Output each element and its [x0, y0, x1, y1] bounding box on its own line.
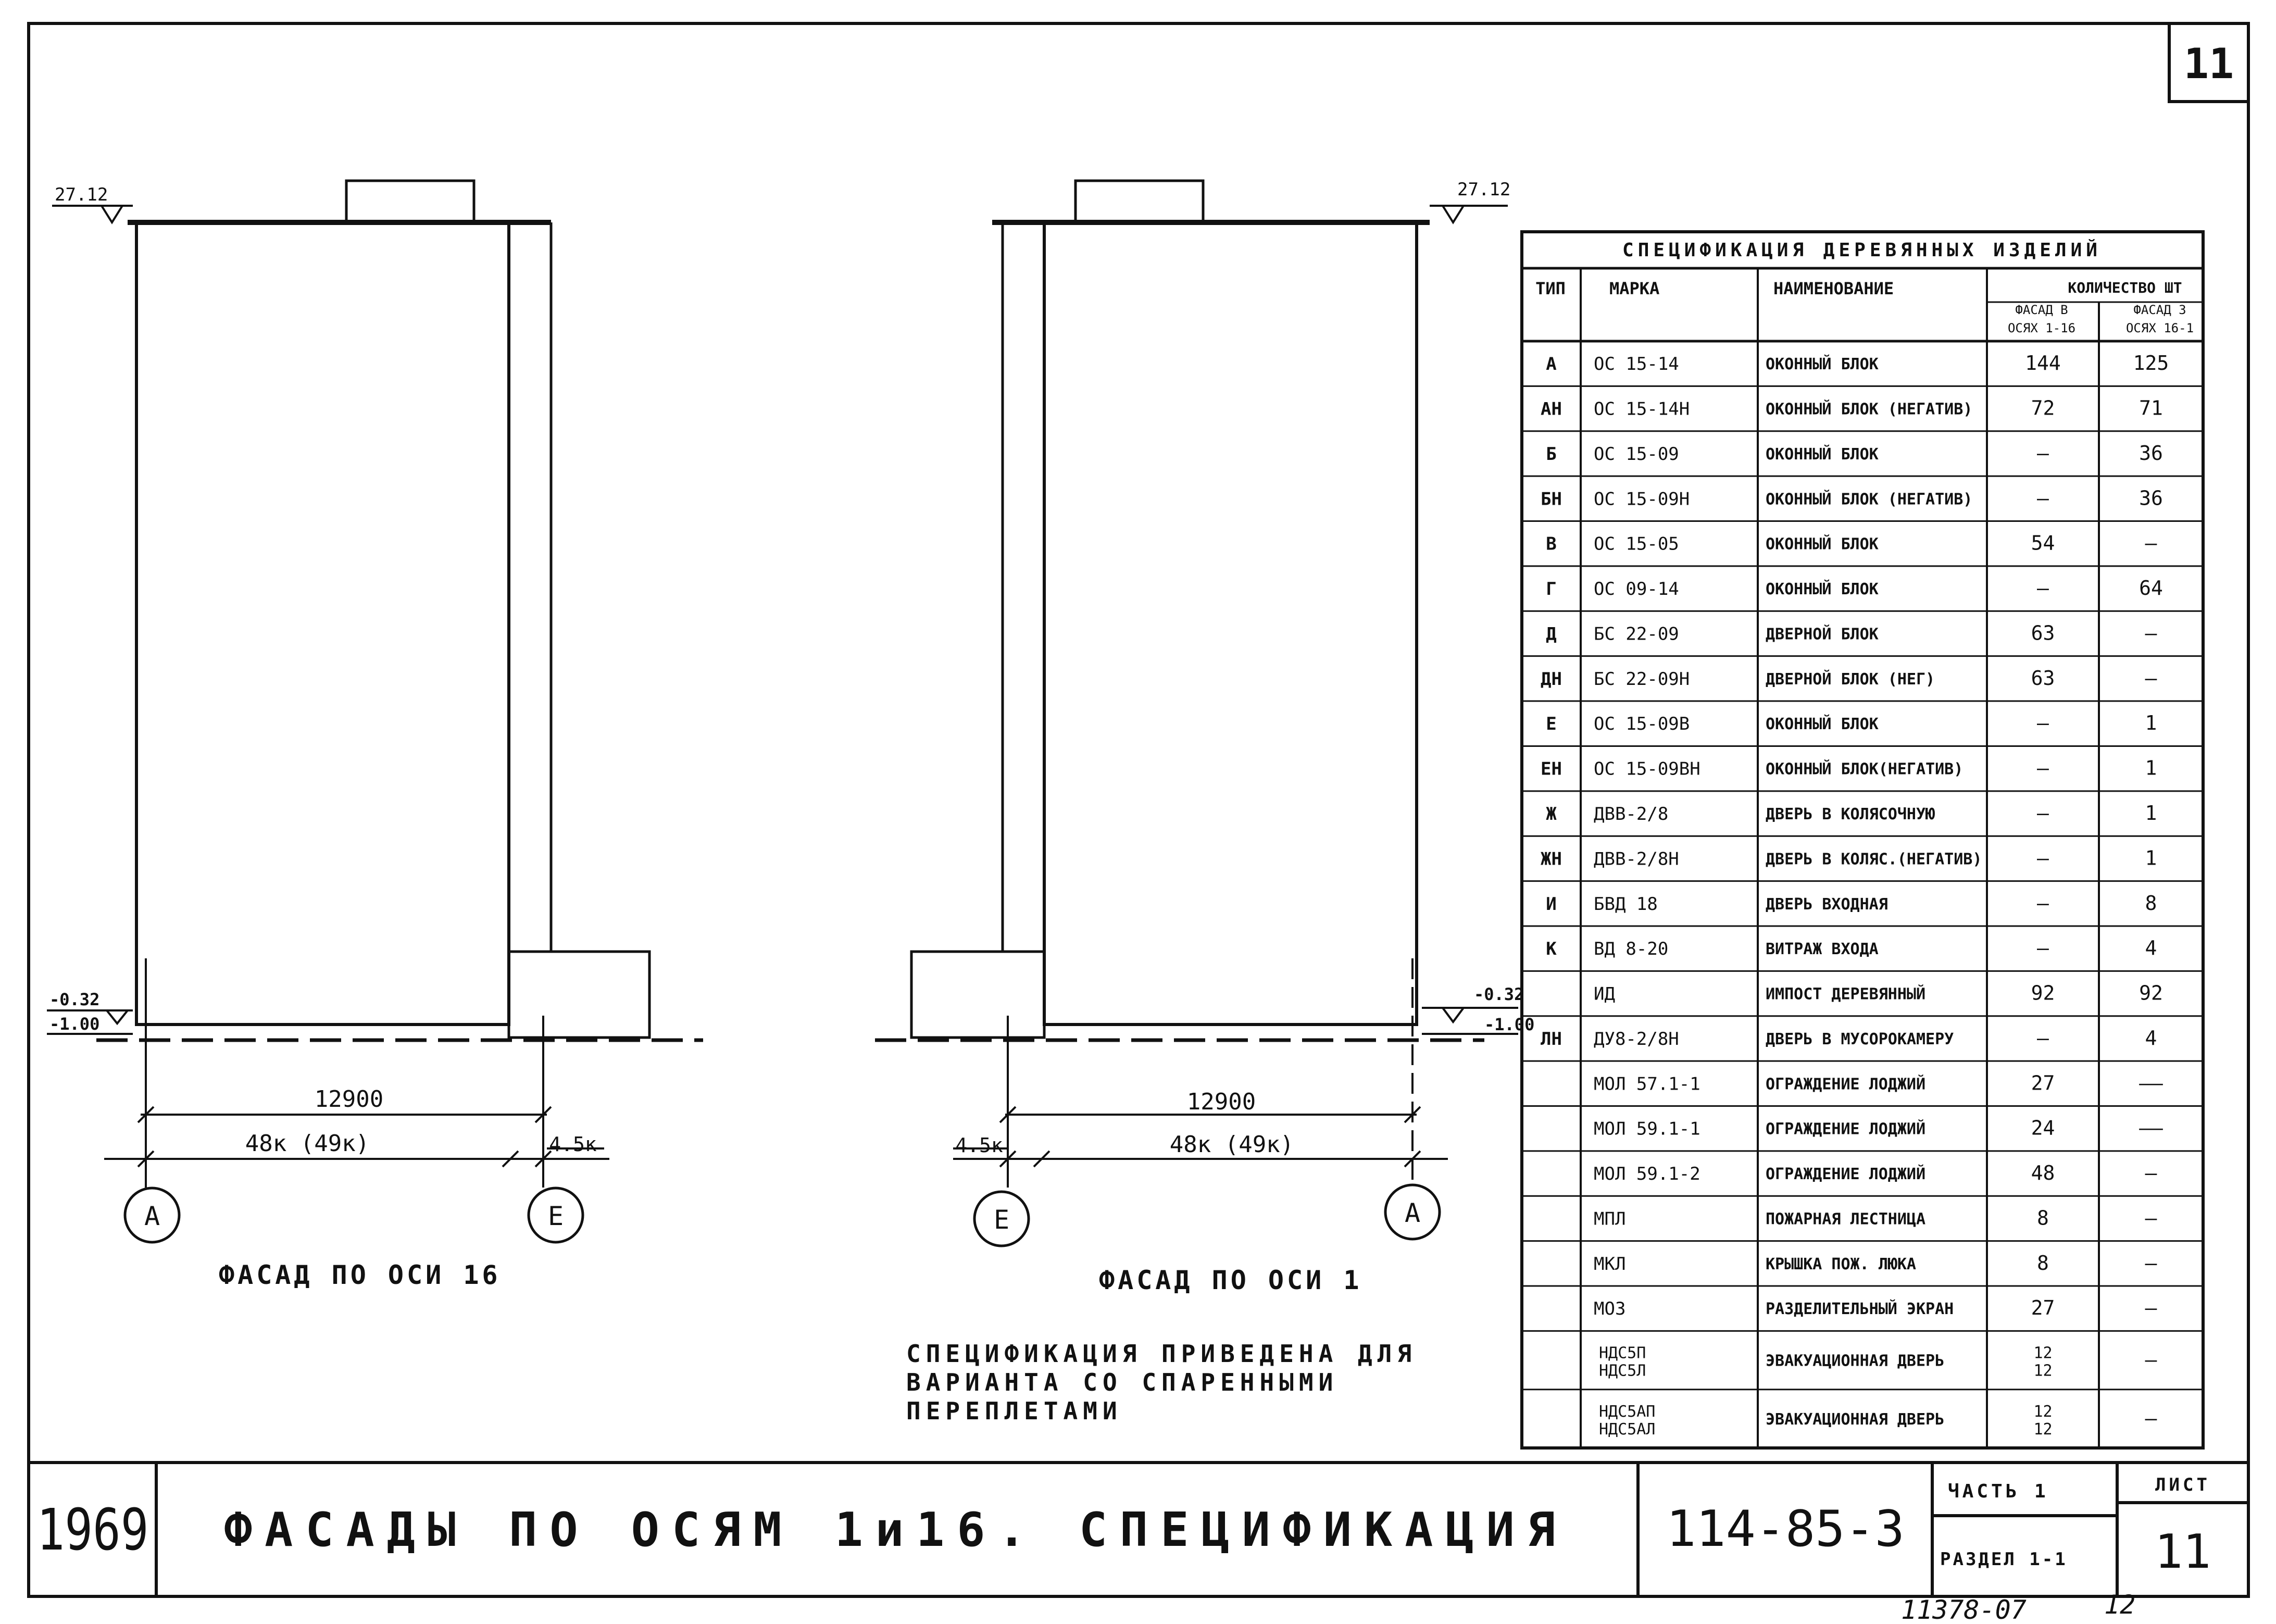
spec-header-type: ТИП	[1535, 279, 1566, 298]
section-label: РАЗДЕЛ 1-1	[1940, 1549, 2068, 1570]
spec-cell-qty1: —	[2037, 936, 2049, 960]
spec-cell-mark: ДУ8-2/8Н	[1594, 1028, 1679, 1050]
spec-cell-mark: ОС 15-14Н	[1594, 398, 1690, 420]
facade-left-caption: ФАСАД ПО ОСИ 16	[219, 1260, 501, 1290]
spec-cell-qty1: —	[2037, 711, 2049, 735]
facade-left-annex	[509, 952, 649, 1038]
spec-cell-name: ОКОННЫЙ БЛОК	[1766, 355, 1879, 374]
spec-cell-qty2: ——	[2139, 1071, 2163, 1095]
spec-cell-qty2: —	[2145, 1161, 2157, 1185]
spec-cell-qty1: 48	[2031, 1161, 2055, 1185]
facade-left-roof-box	[346, 181, 474, 222]
spec-cell-name: ОКОННЫЙ БЛОК	[1766, 535, 1879, 554]
spec-cell-qty1: —	[2037, 846, 2049, 870]
spec-cell-qty1: 12	[2033, 1361, 2053, 1380]
sheet-number: 11	[2154, 1525, 2211, 1579]
facade-left-top-mark-arrow	[102, 206, 122, 222]
facade-left-top-mark: 27.12	[55, 184, 108, 205]
facade-right-caption: ФАСАД ПО ОСИ 1	[1099, 1265, 1362, 1295]
spec-cell-qty2: 8	[2145, 891, 2157, 915]
spec-cell-qty1: 24	[2031, 1116, 2055, 1140]
spec-cell-type: ЛН	[1541, 1028, 1562, 1050]
spec-cell-type: Ж	[1546, 804, 1557, 825]
spec-cell-qty2: —	[2145, 621, 2157, 645]
spec-cell-qty1: —	[2037, 486, 2049, 510]
spec-cell-mark: ОС 09-14	[1594, 579, 1679, 600]
spec-cell-qty1: —	[2037, 1026, 2049, 1050]
facade-left-dim-main: 48к (49к)	[245, 1130, 370, 1157]
facade-left-axis-e-label: Е	[547, 1201, 564, 1231]
spec-cell-qty2: —	[2145, 531, 2157, 555]
spec-cell-qty1: 12	[2033, 1420, 2053, 1439]
spec-cell-qty1: —	[2037, 802, 2049, 825]
spec-cell-qty2: —	[2145, 1206, 2157, 1230]
facade-right-dim-main: 48к (49к)	[1169, 1131, 1294, 1158]
spec-cell-qty2: —	[2145, 1348, 2157, 1371]
spec-cell-mark: МОЛ 57.1-1	[1594, 1073, 1700, 1095]
part-label: ЧАСТЬ 1	[1948, 1481, 2049, 1502]
spec-cell-mark: ИД	[1594, 983, 1615, 1005]
spec-cell-type: ЖН	[1541, 848, 1562, 870]
spec-cell-qty2: —	[2145, 1251, 2157, 1275]
facade-right-mark-b: -1.00	[1484, 1015, 1535, 1034]
spec-cell-name: ДВЕРЬ В МУСОРОКАМЕРУ	[1766, 1030, 1954, 1048]
sheet-label: ЛИСТ	[2155, 1475, 2210, 1495]
spec-cell-name: ЭВАКУАЦИОННАЯ ДВЕРЬ	[1766, 1410, 1945, 1429]
spec-cell-type: ЕН	[1541, 758, 1562, 780]
spec-cell-qty1: —	[2037, 441, 2049, 465]
facade-right-top-mark: 27.12	[1457, 179, 1511, 200]
spec-cell-mark: ОС 15-09	[1594, 443, 1679, 465]
spec-header-qty1-a: ФАСАД В	[2015, 303, 2068, 317]
spec-cell-qty1: —	[2037, 756, 2049, 780]
spec-cell-type: ДН	[1541, 668, 1562, 690]
spec-table-title: СПЕЦИФИКАЦИЯ ДЕРЕВЯННЫХ ИЗДЕЛИЙ	[1622, 240, 2102, 261]
spec-cell-type: А	[1546, 354, 1557, 375]
spec-cell-qty1: 54	[2031, 531, 2055, 555]
facade-left-mark-arrow	[107, 1010, 128, 1023]
spec-cell-name: КРЫШКА ПОЖ. ЛЮКА	[1766, 1255, 1916, 1273]
spec-cell-qty2: 1	[2145, 846, 2157, 870]
spec-cell-qty2: 36	[2139, 441, 2163, 465]
spec-cell-qty2: 71	[2139, 396, 2163, 420]
spec-cell-name: ОКОННЫЙ БЛОК	[1766, 580, 1879, 599]
spec-cell-name: ПОЖАРНАЯ ЛЕСТНИЦА	[1766, 1210, 1926, 1229]
spec-cell-name: ОКОННЫЙ БЛОК	[1766, 445, 1879, 464]
facade-left-axis-a-label: А	[144, 1201, 160, 1231]
spec-cell-qty1: 27	[2031, 1296, 2055, 1320]
spec-cell-mark: МОЛ 59.1-2	[1594, 1164, 1700, 1185]
spec-header-qty2-a: ФАСАД З	[2133, 303, 2186, 317]
spec-cell-name: ОКОННЫЙ БЛОК (НЕГАТИВ)	[1766, 490, 1973, 509]
facade-left-mark-a: -0.32	[49, 990, 100, 1009]
spec-cell-qty2: 1	[2145, 711, 2157, 735]
spec-cell-name: ОКОННЫЙ БЛОК(НЕГАТИВ)	[1766, 760, 1964, 779]
archive-number: 11378-07	[1901, 1595, 2027, 1624]
note-line-3: ПЕРЕПЛЕТАМИ	[906, 1397, 1122, 1425]
spec-table-body	[1541, 352, 2169, 1439]
facade-left-dim-total: 12900	[314, 1086, 384, 1113]
spec-header-qty: КОЛИЧЕСТВО ШТ	[2068, 279, 2182, 296]
spec-cell-name: ИМПОСТ ДЕРЕВЯННЫЙ	[1766, 985, 1926, 1004]
spec-cell-name: ОГРАЖДЕНИЕ ЛОДЖИЙ	[1766, 1075, 1926, 1094]
page-ref: 12	[2104, 1590, 2136, 1620]
spec-header-qty2-b: ОСЯХ 16-1	[2125, 321, 2194, 335]
facade-left-body	[136, 222, 509, 1025]
spec-cell-mark: НДС5П	[1599, 1344, 1646, 1363]
spec-cell-qty2: —	[2145, 1296, 2157, 1320]
spec-cell-qty2: 4	[2145, 1026, 2157, 1050]
spec-cell-qty2: 125	[2133, 352, 2169, 375]
spec-header-qty1-b: ОСЯХ 1-16	[2007, 321, 2076, 335]
facade-right-top-mark-arrow	[1443, 206, 1464, 222]
spec-cell-type: Г	[1546, 579, 1557, 600]
spec-cell-qty2: 1	[2145, 802, 2157, 825]
spec-cell-mark: НДС5АЛ	[1599, 1420, 1656, 1439]
spec-cell-type: В	[1546, 533, 1557, 555]
facade-right-mark-arrow	[1443, 1008, 1464, 1022]
spec-cell-qty2: —	[2145, 1406, 2157, 1430]
spec-cell-qty1: 72	[2031, 396, 2055, 420]
spec-cell-qty2: ——	[2139, 1116, 2163, 1140]
spec-cell-qty1: 27	[2031, 1071, 2055, 1095]
spec-cell-name: ОГРАЖДЕНИЕ ЛОДЖИЙ	[1766, 1120, 1926, 1139]
spec-cell-qty2: 4	[2145, 936, 2157, 960]
facade-right-dim-small: 4.5к	[955, 1134, 1003, 1157]
spec-cell-type: АН	[1541, 398, 1562, 420]
facade-right-annex	[911, 952, 1044, 1038]
spec-header-name: НАИМЕНОВАНИЕ	[1773, 279, 1894, 298]
spec-cell-mark: ОС 15-09ВН	[1594, 758, 1700, 780]
spec-cell-name: ВИТРАЖ ВХОДА	[1766, 940, 1879, 959]
facade-left-dim-small: 4.5к	[549, 1133, 597, 1156]
facade-right-body	[1044, 222, 1417, 1025]
spec-cell-type: Б	[1546, 443, 1557, 465]
spec-cell-mark: ДВВ-2/8	[1594, 804, 1669, 825]
spec-cell-qty1: —	[2037, 891, 2049, 915]
spec-cell-qty1: —	[2037, 577, 2049, 600]
year: 1969	[36, 1496, 149, 1563]
spec-header-mark: МАРКА	[1609, 279, 1660, 298]
spec-cell-mark: НДС5АП	[1599, 1402, 1656, 1421]
spec-cell-qty2: 64	[2139, 577, 2163, 600]
note-line-2: ВАРИАНТА СО СПАРЕННЫМИ	[906, 1368, 1339, 1396]
spec-cell-mark: МКЛ	[1594, 1253, 1626, 1275]
spec-cell-mark: МПЛ	[1594, 1208, 1626, 1230]
spec-cell-type: И	[1546, 893, 1557, 915]
spec-cell-mark: ОС 15-14	[1594, 354, 1679, 375]
spec-cell-qty1: 63	[2031, 666, 2055, 690]
sheet-title: ФАСАДЫ ПО ОСЯМ 1и16. СПЕЦИФИКАЦИЯ	[223, 1503, 1568, 1557]
spec-cell-qty1: 8	[2037, 1206, 2049, 1230]
facade-right-dim-total: 12900	[1186, 1089, 1256, 1115]
spec-table	[1522, 232, 2203, 1448]
facade-right	[875, 181, 1518, 1246]
spec-cell-qty1: 12	[2033, 1344, 2053, 1363]
spec-cell-mark: ОС 15-05	[1594, 533, 1679, 555]
spec-cell-qty1: 92	[2031, 981, 2055, 1005]
spec-cell-qty1: 12	[2033, 1402, 2053, 1421]
spec-cell-type: БН	[1541, 489, 1562, 510]
spec-cell-mark: МОЛ 59.1-1	[1594, 1118, 1700, 1140]
spec-cell-mark: ДВВ-2/8Н	[1594, 848, 1679, 870]
spec-cell-qty1: 144	[2025, 352, 2061, 375]
spec-cell-mark: ВД 8-20	[1594, 939, 1669, 960]
spec-cell-type: Д	[1546, 623, 1557, 645]
spec-cell-name: ДВЕРЬ В КОЛЯС.(НЕГАТИВ)	[1766, 850, 1982, 869]
spec-cell-mark: МОЗ	[1594, 1298, 1626, 1320]
spec-cell-name: ОКОННЫЙ БЛОК	[1766, 715, 1879, 734]
facade-left	[47, 181, 703, 1242]
spec-cell-qty1: 63	[2031, 621, 2055, 645]
spec-cell-mark: НДС5Л	[1599, 1361, 1646, 1380]
facade-right-axis-a-label: А	[1404, 1198, 1421, 1228]
spec-cell-name: ДВЕРЬ ВХОДНАЯ	[1766, 895, 1888, 914]
spec-cell-name: РАЗДЕЛИТЕЛЬНЫЙ ЭКРАН	[1766, 1300, 1954, 1319]
spec-cell-qty2: 92	[2139, 981, 2163, 1005]
spec-cell-mark: ОС 15-09Н	[1594, 489, 1690, 510]
spec-cell-name: ДВЕРНОЙ БЛОК	[1766, 625, 1879, 644]
spec-cell-qty2: 1	[2145, 756, 2157, 780]
spec-cell-mark: БС 22-09	[1594, 623, 1679, 645]
sheet-code: 114-85-3	[1666, 1501, 1905, 1558]
facade-right-axis-e-label: Е	[993, 1205, 1010, 1235]
spec-cell-qty1: 8	[2037, 1251, 2049, 1275]
corner-number: 11	[2183, 40, 2234, 88]
facade-left-mark-b: -1.00	[49, 1014, 100, 1034]
spec-cell-qty2: 36	[2139, 486, 2163, 510]
spec-cell-name: ДВЕРЬ В КОЛЯСОЧНУЮ	[1766, 805, 1935, 824]
spec-cell-name: ОКОННЫЙ БЛОК (НЕГАТИВ)	[1766, 400, 1973, 419]
spec-cell-mark: ОС 15-09В	[1594, 714, 1690, 735]
spec-cell-mark: БС 22-09Н	[1594, 668, 1690, 690]
spec-cell-name: ДВЕРНОЙ БЛОК (НЕГ)	[1766, 670, 1935, 689]
spec-cell-type: Е	[1546, 714, 1557, 735]
spec-cell-mark: БВД 18	[1594, 893, 1658, 915]
spec-cell-type: К	[1546, 939, 1557, 960]
spec-cell-name: ОГРАЖДЕНИЕ ЛОДЖИЙ	[1766, 1165, 1926, 1184]
spec-cell-name: ЭВАКУАЦИОННАЯ ДВЕРЬ	[1766, 1352, 1945, 1370]
facade-right-roof-box	[1076, 181, 1203, 222]
spec-cell-qty2: —	[2145, 666, 2157, 690]
facade-right-mark-a: -0.32	[1474, 984, 1524, 1004]
note-line-1: СПЕЦИФИКАЦИЯ ПРИВЕДЕНА ДЛЯ	[906, 1340, 1417, 1368]
